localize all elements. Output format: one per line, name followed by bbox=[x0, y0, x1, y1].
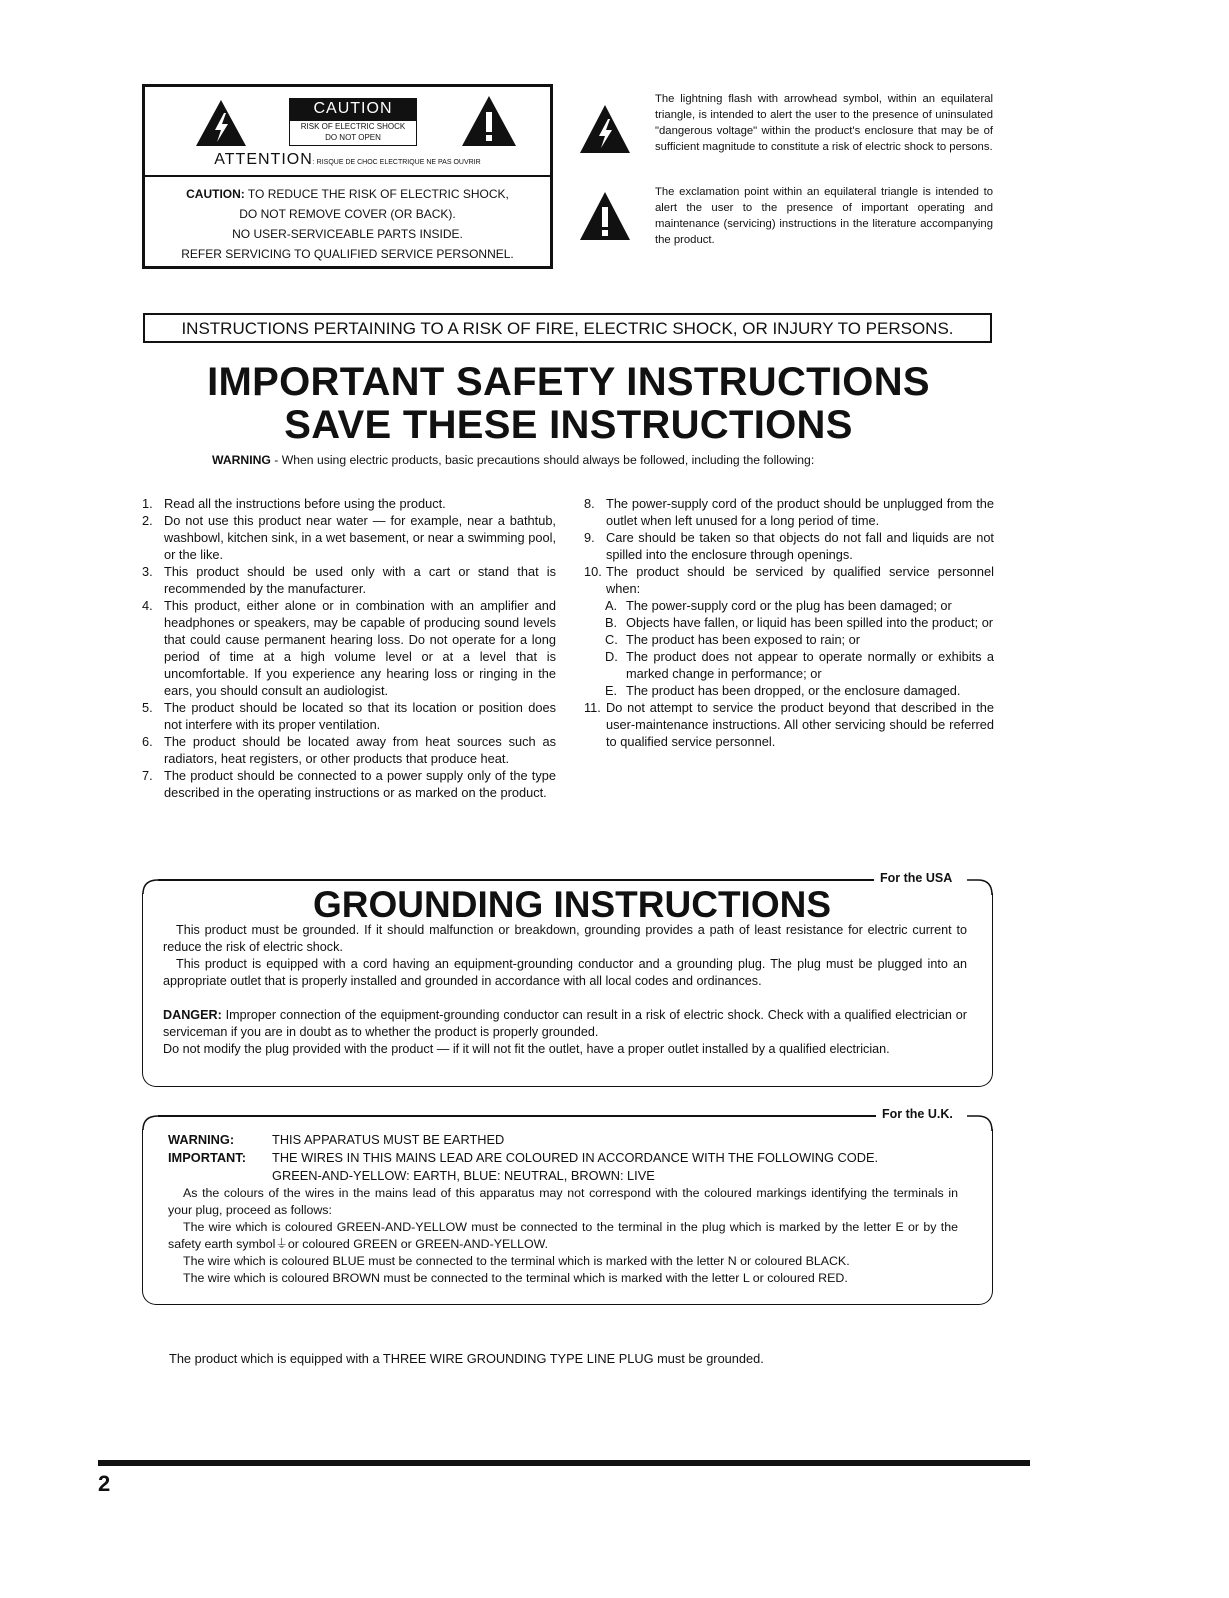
item-text: The product should be serviced by qualified service personnel when: bbox=[606, 564, 994, 596]
lightning-symbol-description: The lightning flash with arrowhead symbol, within an equilateral triangle, is intended to alert the user to the presence of uninsulated "dangerous voltage" within the product's enclosure that may be of sufficient magnitude to constitute a risk of electric shock to persons. bbox=[655, 93, 993, 153]
caution-line-3: NO USER-SERVICEABLE PARTS INSIDE. bbox=[232, 227, 463, 241]
sub-list-item bbox=[584, 597, 994, 614]
usa-paragraph-4: Do not modify the plug provided with the product — if it will not fit the outlet, have a proper outlet installed by a qualified electrician. bbox=[163, 1042, 890, 1056]
sub-item-text: Objects have fallen, or liquid has been spilled into the product; or bbox=[626, 615, 994, 630]
item-text: This product, either alone or in combination with an amplifier and headphones or speakers, may be capable of producing sound levels that could cause permanent hearing loss. Do not operate for a long period of time at a high volume level or at a level that is uncomfortable. If you experience any hearing loss or ringing in the ears, you should consult an audiologist. bbox=[164, 598, 556, 698]
danger-label: DANGER: bbox=[163, 1008, 222, 1022]
footer-note: The product which is equipped with a THREE WIRE GROUNDING TYPE LINE PLUG must be grounded. bbox=[169, 1351, 764, 1366]
attention-small: : RISQUE DE CHOC ELECTRIQUE NE PAS OUVRIR bbox=[312, 159, 481, 166]
item-text: This product should be used only with a cart or stand that is recommended by the manufacturer. bbox=[164, 564, 556, 596]
uk-paragraph-2a: The wire which is coloured GREEN-AND-YELLOW must be connected to the terminal in the plug which is marked by the letter E or by the safety earth symbol bbox=[168, 1220, 958, 1251]
caution-label: CAUTION bbox=[289, 98, 417, 120]
uk-paragraph-1: As the colours of the wires in the mains lead of this apparatus may not correspond with the coloured markings identifying the terminals in your plug, proceed as follows: bbox=[168, 1186, 958, 1217]
list-item bbox=[584, 529, 994, 563]
instructions-left-column bbox=[142, 495, 556, 801]
exclamation-triangle-icon bbox=[461, 95, 517, 147]
item-text: The product should be connected to a power supply only of the type described in the operating instructions or as marked on the product. bbox=[164, 768, 556, 800]
warning-line bbox=[212, 453, 814, 467]
list-item bbox=[142, 563, 556, 597]
item-text: The power-supply cord of the product should be unplugged from the outlet when left unused for a long period of time. bbox=[606, 496, 994, 528]
sub-list-item bbox=[584, 614, 994, 631]
item-number: 5. bbox=[142, 700, 153, 715]
list-item bbox=[142, 767, 556, 801]
uk-tag: For the U.K. bbox=[878, 1107, 957, 1121]
item-number: 3. bbox=[142, 564, 153, 579]
item-number: 2. bbox=[142, 513, 153, 528]
attention-line bbox=[145, 151, 550, 169]
sub-list-item bbox=[584, 631, 994, 648]
list-item bbox=[142, 699, 556, 733]
bottom-rule bbox=[98, 1460, 1030, 1466]
uk-body bbox=[168, 1185, 958, 1287]
caution-sub-label bbox=[289, 120, 417, 146]
attention-big: ATTENTION bbox=[214, 151, 313, 168]
exclamation-symbol-description: The exclamation point within an equilateral triangle is intended to alert the user to the presence of important operating and maintenance (servicing) instructions in the literature accompanying the product. bbox=[655, 186, 993, 246]
list-item bbox=[142, 495, 556, 512]
usa-top-rule bbox=[158, 879, 874, 881]
usa-text bbox=[163, 922, 967, 1058]
uk-paragraph-2b: or coloured GREEN or GREEN-AND-YELLOW. bbox=[287, 1237, 549, 1251]
caution-line-2: DO NOT REMOVE COVER (OR BACK). bbox=[239, 207, 456, 221]
item-number: 8. bbox=[584, 496, 595, 511]
warning-text: - When using electric products, basic precautions should always be followed, including the following: bbox=[270, 453, 815, 467]
caution-label-box bbox=[142, 84, 553, 269]
lightning-triangle-icon bbox=[579, 104, 631, 154]
sub-item-text: The power-supply cord or the plug has been damaged; or bbox=[626, 598, 952, 613]
item-number: 7. bbox=[142, 768, 153, 783]
caution-sub-line1: RISK OF ELECTRIC SHOCK bbox=[300, 122, 406, 131]
item-text: Care should be taken so that objects do not fall and liquids are not spilled into the enclosure through openings. bbox=[606, 530, 994, 562]
caution-line-1-label: CAUTION: bbox=[186, 187, 245, 201]
item-number: 6. bbox=[142, 734, 153, 749]
sub-item-letter: B. bbox=[605, 615, 618, 630]
earth-symbol-icon: ⏚ bbox=[275, 1237, 288, 1251]
uk-text bbox=[168, 1131, 968, 1185]
risk-banner: INSTRUCTIONS PERTAINING TO A RISK OF FIRE, ELECTRIC SHOCK, OR INJURY TO PERSONS. bbox=[143, 313, 992, 343]
grounding-title: GROUNDING INSTRUCTIONS bbox=[313, 884, 831, 925]
caution-sub-line2: DO NOT OPEN bbox=[325, 133, 381, 142]
usa-tag: For the USA bbox=[876, 871, 956, 885]
page-subtitle: SAVE THESE INSTRUCTIONS bbox=[284, 403, 853, 447]
caution-line-4: REFER SERVICING TO QUALIFIED SERVICE PERSONNEL. bbox=[181, 247, 514, 261]
item-text: The product should be located so that its location or position does not interfere with its proper ventilation. bbox=[164, 700, 556, 732]
page-title: IMPORTANT SAFETY INSTRUCTIONS bbox=[207, 360, 930, 404]
instructions-right-column bbox=[584, 495, 994, 750]
sub-item-text: The product has been dropped, or the enclosure damaged. bbox=[626, 683, 961, 698]
uk-warning-label: WARNING: bbox=[168, 1132, 235, 1147]
danger-text: Improper connection of the equipment-grounding conductor can result in a risk of electric shock. Check with a qualified electrician or serviceman if you are in doubt as to whether the product is properly grounded. bbox=[163, 1008, 967, 1039]
list-item bbox=[584, 495, 994, 529]
item-text: The product should be located away from heat sources such as radiators, heat registers, or other products that produce heat. bbox=[164, 734, 556, 766]
page-number: 2 bbox=[98, 1471, 111, 1496]
uk-paragraph-4: The wire which is coloured BROWN must be connected to the terminal which is marked with the letter L or coloured RED. bbox=[183, 1271, 848, 1285]
uk-important-text-1: THE WIRES IN THIS MAINS LEAD ARE COLOURED IN ACCORDANCE WITH THE FOLLOWING CODE. bbox=[272, 1150, 879, 1165]
list-item bbox=[142, 512, 556, 563]
sub-item-letter: D. bbox=[605, 649, 618, 664]
warning-label: WARNING bbox=[212, 453, 271, 467]
sub-item-letter: E. bbox=[605, 683, 618, 698]
item-number: 11. bbox=[584, 700, 601, 715]
item-text: Do not use this product near water — for example, near a bathtub, washbowl, kitchen sink, in a wet basement, or near a swimming pool, or the like. bbox=[164, 513, 556, 562]
uk-warning-row bbox=[168, 1131, 968, 1149]
sub-item-text: The product does not appear to operate normally or exhibits a marked change in performance; or bbox=[626, 649, 994, 681]
item-number: 1. bbox=[142, 496, 153, 511]
item-text: Read all the instructions before using the product. bbox=[164, 496, 446, 511]
item-number: 4. bbox=[142, 598, 153, 613]
item-text: Do not attempt to service the product beyond that described in the user-maintenance instructions. All other servicing should be referred to qualified service personnel. bbox=[606, 700, 994, 749]
usa-danger-paragraph bbox=[163, 1007, 967, 1041]
sub-list-item bbox=[584, 648, 994, 682]
sub-item-text: The product has been exposed to rain; or bbox=[626, 632, 861, 647]
uk-warning-text: THIS APPARATUS MUST BE EARTHED bbox=[272, 1132, 505, 1147]
list-item bbox=[584, 699, 994, 750]
uk-top-rule bbox=[158, 1115, 876, 1117]
caution-header bbox=[145, 87, 550, 177]
item-number: 9. bbox=[584, 530, 595, 545]
uk-important-row bbox=[168, 1149, 968, 1167]
sub-list-item bbox=[584, 682, 994, 699]
usa-paragraph-2: This product is equipped with a cord having an equipment-grounding conductor and a grounding plug. The plug must be plugged into an appropriate outlet that is properly installed and grounded in accordance with all local codes and ordinances. bbox=[163, 957, 967, 988]
list-item bbox=[142, 733, 556, 767]
uk-important-text-2: GREEN-AND-YELLOW: EARTH, BLUE: NEUTRAL, BROWN: LIVE bbox=[272, 1168, 655, 1183]
list-item bbox=[142, 597, 556, 699]
list-item bbox=[584, 563, 994, 597]
caution-line-1-text: TO REDUCE THE RISK OF ELECTRIC SHOCK, bbox=[244, 187, 509, 201]
lightning-triangle-icon bbox=[195, 99, 247, 147]
sub-item-letter: A. bbox=[605, 598, 618, 613]
exclamation-triangle-icon bbox=[579, 191, 631, 241]
uk-important-label: IMPORTANT: bbox=[168, 1150, 246, 1165]
uk-paragraph-3: The wire which is coloured BLUE must be connected to the terminal which is marked with the letter N or coloured BLACK. bbox=[183, 1254, 850, 1268]
usa-paragraph-1: This product must be grounded. If it should malfunction or breakdown, grounding provides a path of least resistance for electric current to reduce the risk of electric shock. bbox=[163, 923, 967, 954]
item-number: 10. bbox=[584, 564, 602, 579]
sub-item-letter: C. bbox=[605, 632, 618, 647]
uk-paragraph-2 bbox=[168, 1219, 958, 1253]
caution-line-1 bbox=[145, 184, 550, 204]
caution-lines bbox=[145, 184, 550, 264]
